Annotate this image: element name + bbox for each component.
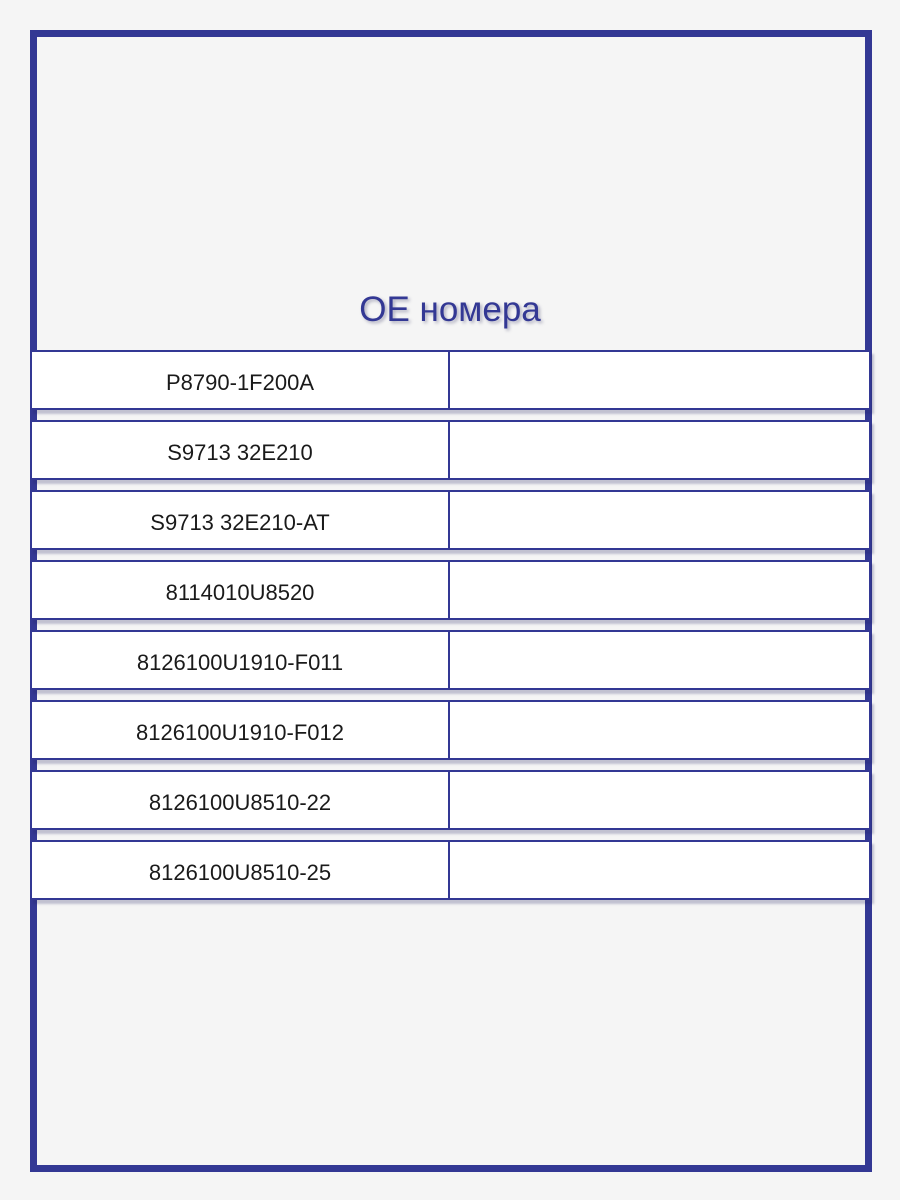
page-title: OE номера (359, 290, 541, 329)
table-row (30, 490, 871, 550)
oe-number-cell: 8126100U1910-F012 (32, 702, 450, 758)
empty-cell (450, 842, 869, 898)
oe-number-cell: P8790-1F200A (32, 352, 450, 408)
oe-numbers-table (30, 350, 871, 900)
empty-cell (450, 702, 869, 758)
empty-cell (450, 422, 869, 478)
oe-number-cell: 8114010U8520 (32, 562, 450, 618)
table-row (30, 770, 871, 830)
oe-number-cell: 8126100U8510-25 (32, 842, 450, 898)
table-row (30, 840, 871, 900)
table-row (30, 630, 871, 690)
table-row (30, 700, 871, 760)
empty-cell (450, 632, 869, 688)
empty-cell (450, 772, 869, 828)
table-row (30, 560, 871, 620)
table-row (30, 350, 871, 410)
empty-cell (450, 352, 869, 408)
oe-number-cell: 8126100U1910-F011 (32, 632, 450, 688)
oe-number-cell: S9713 32E210 (32, 422, 450, 478)
oe-number-cell: 8126100U8510-22 (32, 772, 450, 828)
oe-number-cell: S9713 32E210-AT (32, 492, 450, 548)
empty-cell (450, 562, 869, 618)
table-row (30, 420, 871, 480)
empty-cell (450, 492, 869, 548)
